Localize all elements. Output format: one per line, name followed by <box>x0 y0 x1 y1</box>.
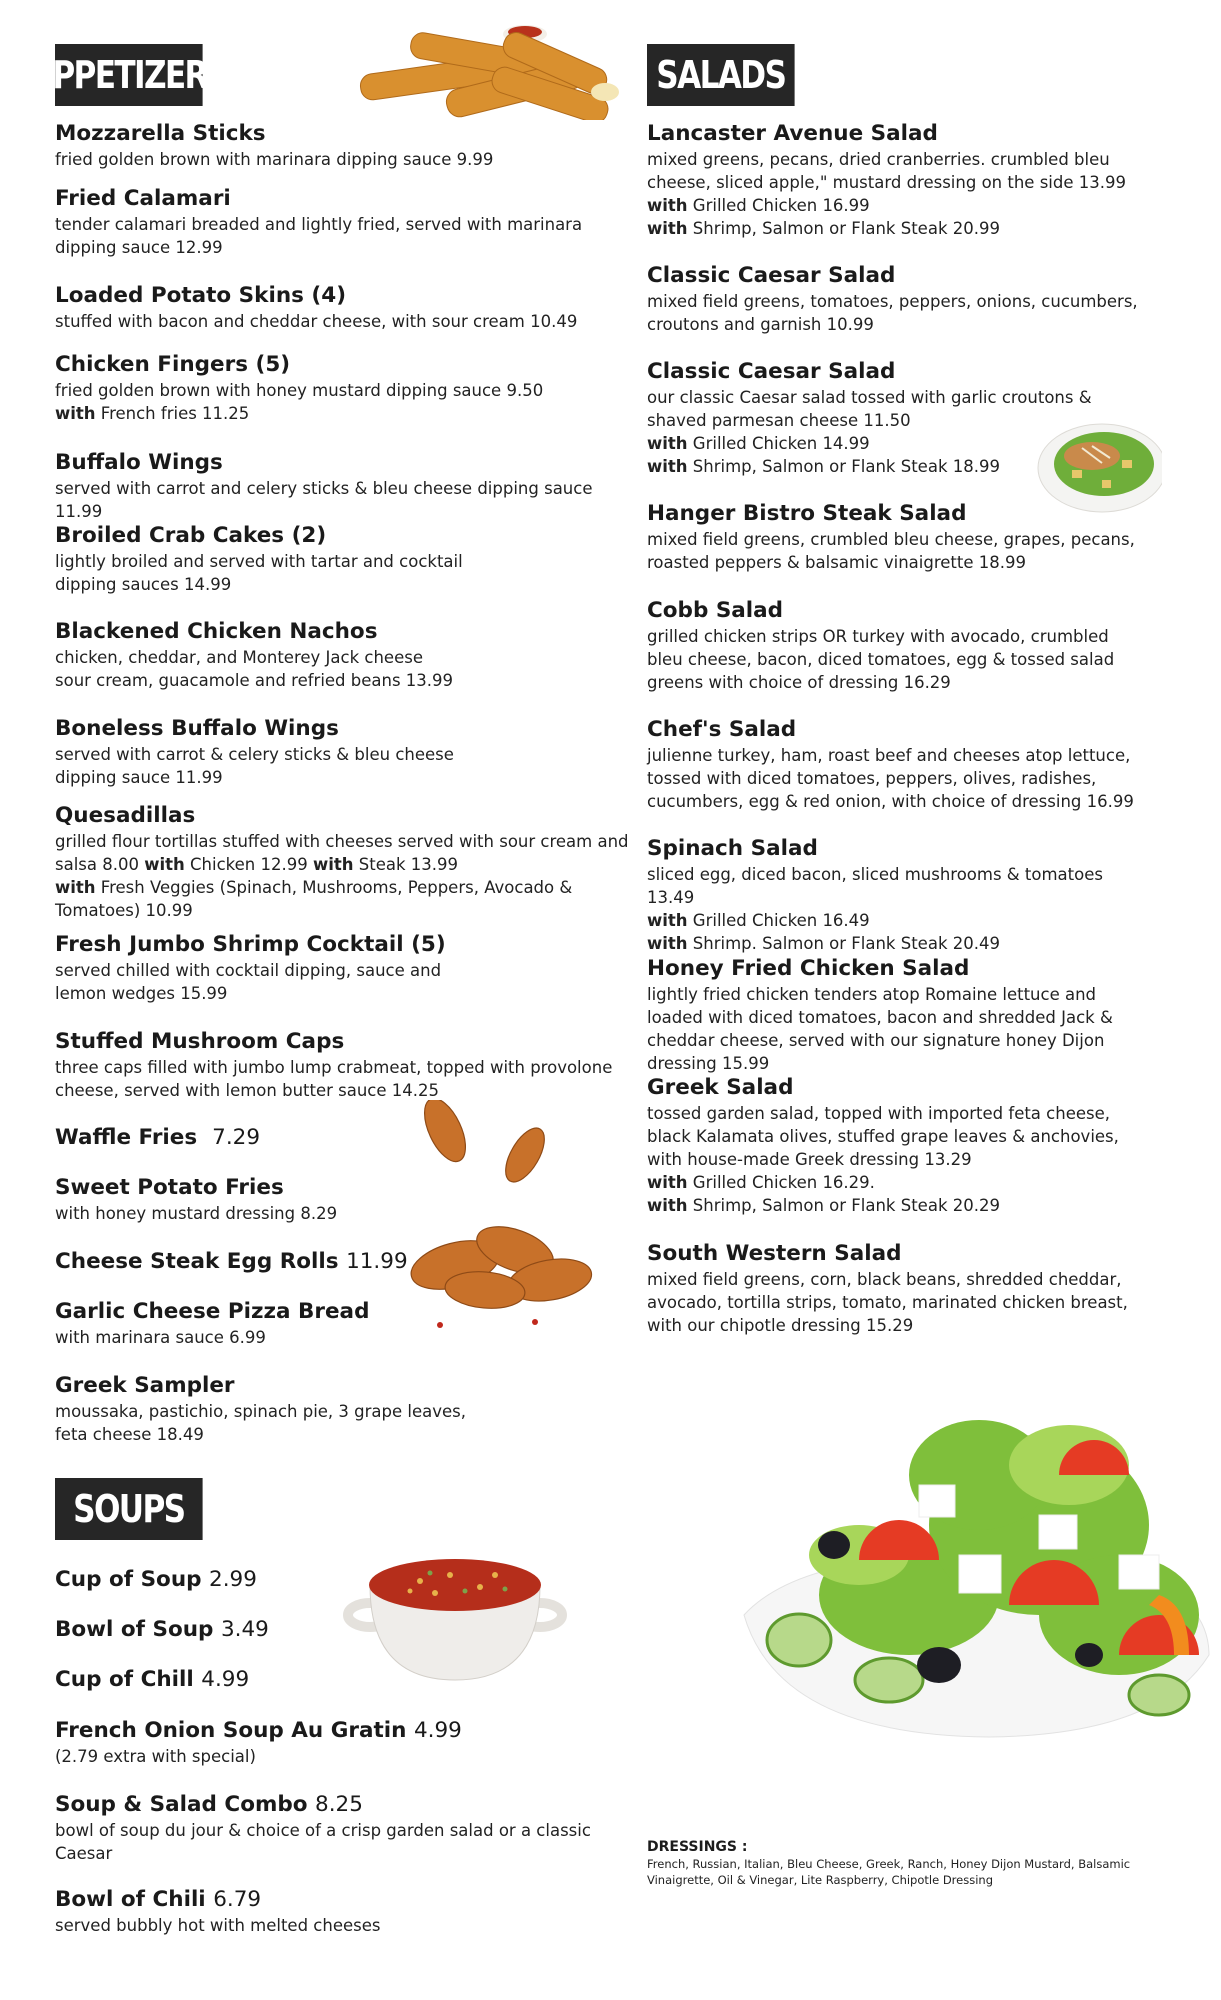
dressings-note: DRESSINGS : French, Russian, Italian, Bleu Cheese, Greek, Ranch, Honey Dijon Mustard, Balsamic Vinaigrette, Oil & Vinegar, Lite Raspberry, Chipotle Dressing <box>647 1839 1131 1887</box>
soups-heading: SOUPS <box>55 1478 203 1540</box>
menu-item: Waffle Fries 7.29 <box>55 1125 261 1150</box>
menu-item: Fried Calamari tender calamari breaded and lightly fried, served with marinara dipping sauce 12.99 <box>55 186 583 257</box>
menu-item: Blackened Chicken Nachos chicken, cheddar, and Monterey Jack cheese sour cream, guacamole and refried beans 13.99 <box>55 619 454 690</box>
menu-item: Cup of Soup 2.99 <box>55 1567 257 1592</box>
menu-item: Lancaster Avenue Salad mixed greens, pecans, dried cranberries. crumbled bleu cheese, sliced apple," mustard dressing on the side 13.99 with Grilled Chicken 16.99 with Shrimp, Salmon or Flank Steak 20.99 <box>647 121 1126 238</box>
menu-item: Chef's Salad julienne turkey, ham, roast beef and cheeses atop lettuce, tossed with diced tomatoes, peppers, olives, radishes, cucumbers, egg & red onion, with choice of dressing 16.99 <box>647 717 1134 811</box>
menu-item: Honey Fried Chicken Salad lightly fried chicken tenders atop Romaine lettuce and loaded with diced tomatoes, bacon and shredded Jack & cheddar cheese, served with our signature honey Dijon dressing 15.99 <box>647 956 1113 1073</box>
menu-item: Classic Caesar Salad our classic Caesar salad tossed with garlic croutons & shaved parmesan cheese 11.50 with Grilled Chicken 14.99 with Shrimp, Salmon or Flank Steak 18.99 <box>647 359 1092 476</box>
menu-item: Mozzarella Sticks fried golden brown with marinara dipping sauce 9.99 <box>55 121 494 169</box>
menu-item: Greek Salad tossed garden salad, topped with imported feta cheese, black Kalamata olives, stuffed grape leaves & anchovies, with house-made Greek dressing 13.29 with Grilled Chicken 16.29. with Shrimp, Salmon or Flank Steak 20.29 <box>647 1075 1119 1215</box>
mozzarella-sticks-image <box>350 20 630 120</box>
menu-item: Greek Sampler moussaka, pastichio, spinach pie, 3 grape leaves, feta cheese 18.49 <box>55 1373 467 1444</box>
menu-item: Bowl of Soup 3.49 <box>55 1617 269 1642</box>
menu-item: Stuffed Mushroom Caps three caps filled with jumbo lump crabmeat, topped with provolone cheese, served with lemon butter sauce 14.25 <box>55 1029 613 1100</box>
menu-item: Bowl of Chili 6.79 served bubbly hot with melted cheeses <box>55 1887 381 1935</box>
menu-item: Classic Caesar Salad mixed field greens, tomatoes, peppers, onions, cucumbers, croutons and garnish 10.99 <box>647 263 1138 334</box>
menu-item: Soup & Salad Combo 8.25 bowl of soup du jour & choice of a crisp garden salad or a classic Caesar <box>55 1792 591 1863</box>
menu-item: South Western Salad mixed field greens, corn, black beans, shredded cheddar, avocado, tortilla strips, tomato, marinated chicken breast, with our chipotle dressing 15.29 <box>647 1241 1128 1335</box>
menu-item: Hanger Bistro Steak Salad mixed field greens, crumbled bleu cheese, grapes, pecans, roasted peppers & balsamic vinaigrette 18.99 <box>647 501 1135 572</box>
menu-item: Loaded Potato Skins (4) stuffed with bacon and cheddar cheese, with sour cream 10.49 <box>55 283 578 331</box>
menu-item: Spinach Salad sliced egg, diced bacon, sliced mushrooms & tomatoes 13.49 with Grilled Chicken 16.49 with Shrimp. Salmon or Flank Steak 20.49 <box>647 836 1103 953</box>
menu-item: Sweet Potato Fries with honey mustard dressing 8.29 <box>55 1175 338 1223</box>
menu-item: Cobb Salad grilled chicken strips OR turkey with avocado, crumbled bleu cheese, bacon, diced tomatoes, egg & tossed salad greens with choice of dressing 16.29 <box>647 598 1115 692</box>
menu-item: Cheese Steak Egg Rolls 11.99 <box>55 1249 408 1274</box>
salads-heading: SALADS <box>647 44 795 106</box>
appetizers-heading: APPETIZERS <box>55 44 203 106</box>
menu-item: Garlic Cheese Pizza Bread with marinara sauce 6.99 <box>55 1299 370 1347</box>
menu-item: Boneless Buffalo Wings served with carrot & celery sticks & bleu cheese dipping sauce 11.99 <box>55 716 454 787</box>
greek-salad-image <box>739 1405 1213 1745</box>
menu-item: Quesadillas grilled flour tortillas stuffed with cheeses served with sour cream and salsa 8.00 with Chicken 12.99 with Steak 13.99 with Fresh Veggies (Spinach, Mushrooms, Peppers, Avocado & Tomatoes) 10.99 <box>55 803 629 920</box>
chicken-wings-image <box>385 1100 625 1330</box>
menu-item: Chicken Fingers (5) fried golden brown with honey mustard dipping sauce 9.50 with French fries 11.25 <box>55 352 544 423</box>
soup-bowl-image <box>340 1545 570 1690</box>
menu-item: Buffalo Wings served with carrot and celery sticks & bleu cheese dipping sauce 11.99 <box>55 450 593 521</box>
menu-item: Cup of Chill 4.99 <box>55 1667 250 1692</box>
menu-item: Fresh Jumbo Shrimp Cocktail (5) served chilled with cocktail dipping, sauce and lemon wedges 15.99 <box>55 932 446 1003</box>
menu-item: Broiled Crab Cakes (2) lightly broiled and served with tartar and cocktail dipping sauces 14.99 <box>55 523 463 594</box>
menu-item: French Onion Soup Au Gratin 4.99 (2.79 extra with special) <box>55 1718 462 1766</box>
